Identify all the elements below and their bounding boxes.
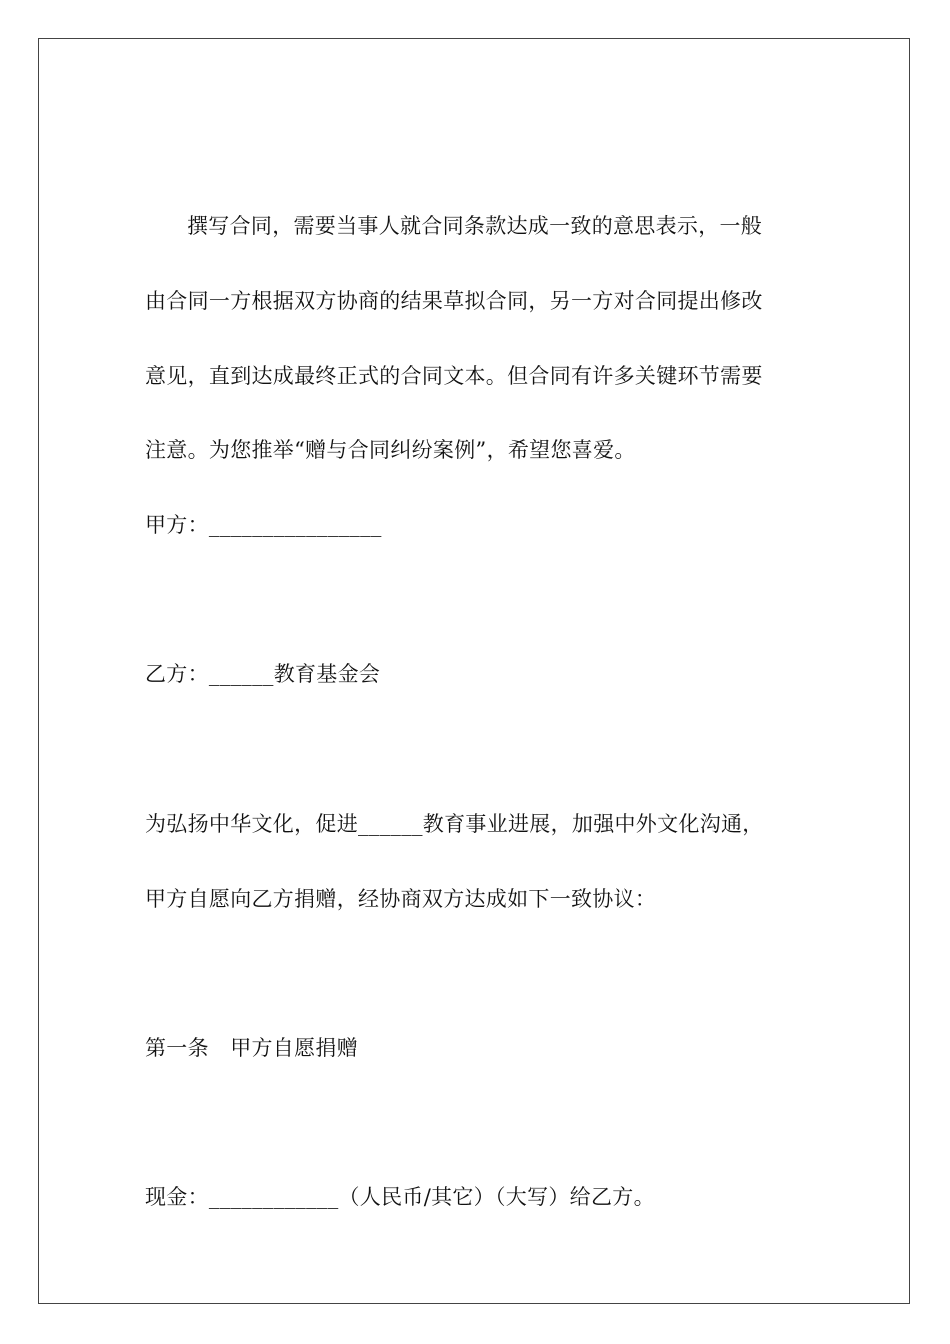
cash-donation-line: 现金：____________（人民币/其它）（大写）给乙方。 bbox=[145, 1185, 655, 1209]
article-1-heading: 第一条 甲方自愿捐赠 bbox=[145, 1036, 358, 1060]
intro-paragraph-line-2: 由合同一方根据双方协商的结果草拟合同，另一方对合同提出修改 bbox=[145, 289, 763, 313]
purpose-line-1: 为弘扬中华文化，促进______教育事业进展，加强中外文化沟通， bbox=[145, 812, 764, 836]
purpose-line-2: 甲方自愿向乙方捐赠，经协商双方达成如下一致协议： bbox=[145, 887, 657, 911]
party-a-line: 甲方：________________ bbox=[145, 513, 382, 537]
intro-paragraph-line-3: 意见，直到达成最终正式的合同文本。但合同有许多关键环节需要 bbox=[145, 364, 763, 388]
intro-paragraph-line-4: 注意。为您推举“赠与合同纠纷案例”，希望您喜爱。 bbox=[145, 438, 636, 462]
party-b-line: 乙方：______教育基金会 bbox=[145, 662, 381, 686]
intro-paragraph-line-1: 撰写合同，需要当事人就合同条款达成一致的意思表示，一般 bbox=[187, 214, 763, 238]
